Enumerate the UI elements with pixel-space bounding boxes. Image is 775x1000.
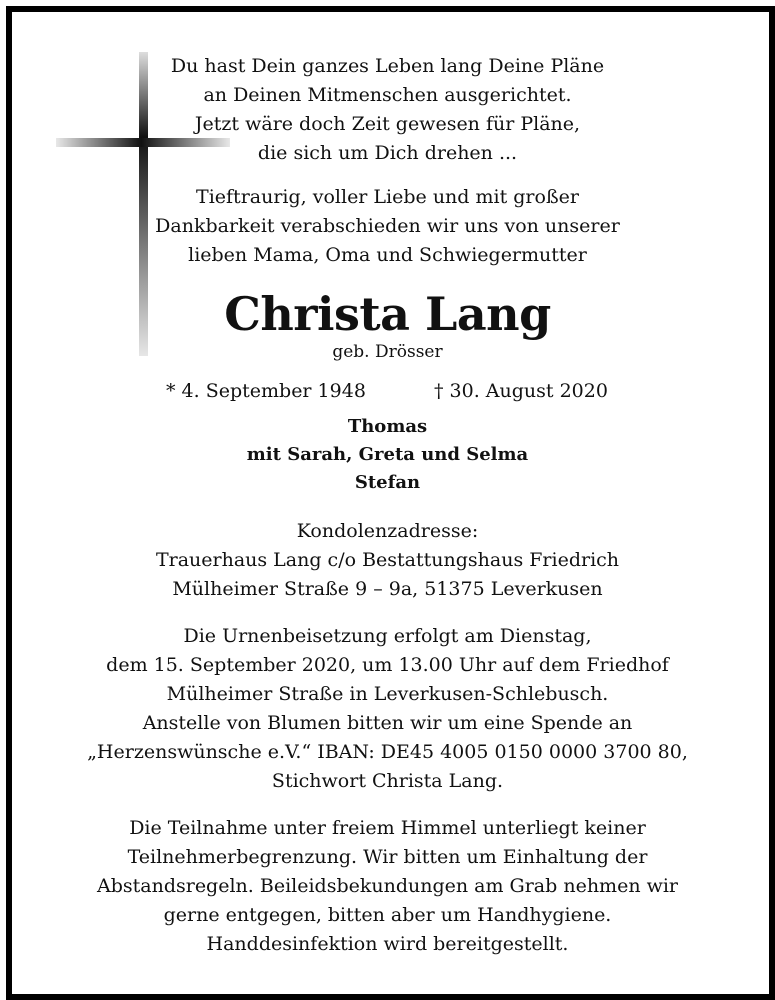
notice-line: Teilnehmerbegrenzung. Wir bitten um Einhaltung der: [127, 846, 648, 868]
farewell-intro: [100, 183, 675, 270]
poem-line: Jetzt wäre doch Zeit gewesen für Pläne,: [194, 113, 581, 135]
poem-line: die sich um Dich drehen ...: [257, 142, 518, 164]
funeral-line: Anstelle von Blumen bitten wir um eine Spende an: [142, 712, 633, 734]
funeral-line: „Herzenswünsche e.V.“ IBAN: DE45 4005 0150 0000 3700 80,: [87, 741, 688, 763]
family-line: Thomas: [347, 416, 428, 437]
family-line: mit Sarah, Greta und Selma: [246, 444, 529, 465]
intro-line: Dankbarkeit verabschieden wir uns von unserer: [155, 215, 620, 237]
deceased-name: Christa Lang: [224, 287, 551, 341]
funeral-line: Mülheimer Straße in Leverkusen-Schlebusch.: [166, 683, 609, 705]
funeral-line: Die Urnenbeisetzung erfolgt am Dienstag,: [183, 625, 592, 647]
birth-date: * 4. September 1948: [166, 380, 366, 402]
poem-line: Du hast Dein ganzes Leben lang Deine Pläne: [170, 55, 605, 77]
poem-line: an Deinen Mitmenschen ausgerichtet.: [203, 84, 572, 106]
condolence-line: Mülheimer Straße 9 – 9a, 51375 Leverkusen: [172, 578, 603, 600]
attendance-notice: [0, 814, 775, 959]
birth-name: geb. Drösser: [332, 342, 443, 362]
funeral-line: Stichwort Christa Lang.: [271, 770, 504, 792]
condolence-address: [0, 517, 775, 604]
funeral-details: [0, 622, 775, 796]
intro-line: lieben Mama, Oma und Schwiegermutter: [188, 244, 587, 266]
condolence-line: Trauerhaus Lang c/o Bestattungshaus Friedrich: [155, 549, 620, 571]
family-signatures: [0, 413, 775, 497]
family-line: Stefan: [354, 472, 421, 493]
notice-line: Abstandsregeln. Beileidsbekundungen am Grab nehmen wir: [96, 875, 679, 897]
funeral-line: dem 15. September 2020, um 13.00 Uhr auf dem Friedhof: [106, 654, 669, 676]
death-date: † 30. August 2020: [434, 380, 608, 402]
intro-line: Tieftraurig, voller Liebe und mit großer: [196, 186, 579, 208]
notice-line: Handdesinfektion wird bereitgestellt.: [206, 933, 569, 955]
notice-line: gerne entgegen, bitten aber um Handhygiene.: [163, 904, 612, 926]
poem-verse: [100, 52, 675, 168]
condolence-line: Kondolenzadresse:: [296, 520, 479, 542]
notice-line: Die Teilnahme unter freiem Himmel unterliegt keiner: [129, 817, 646, 839]
